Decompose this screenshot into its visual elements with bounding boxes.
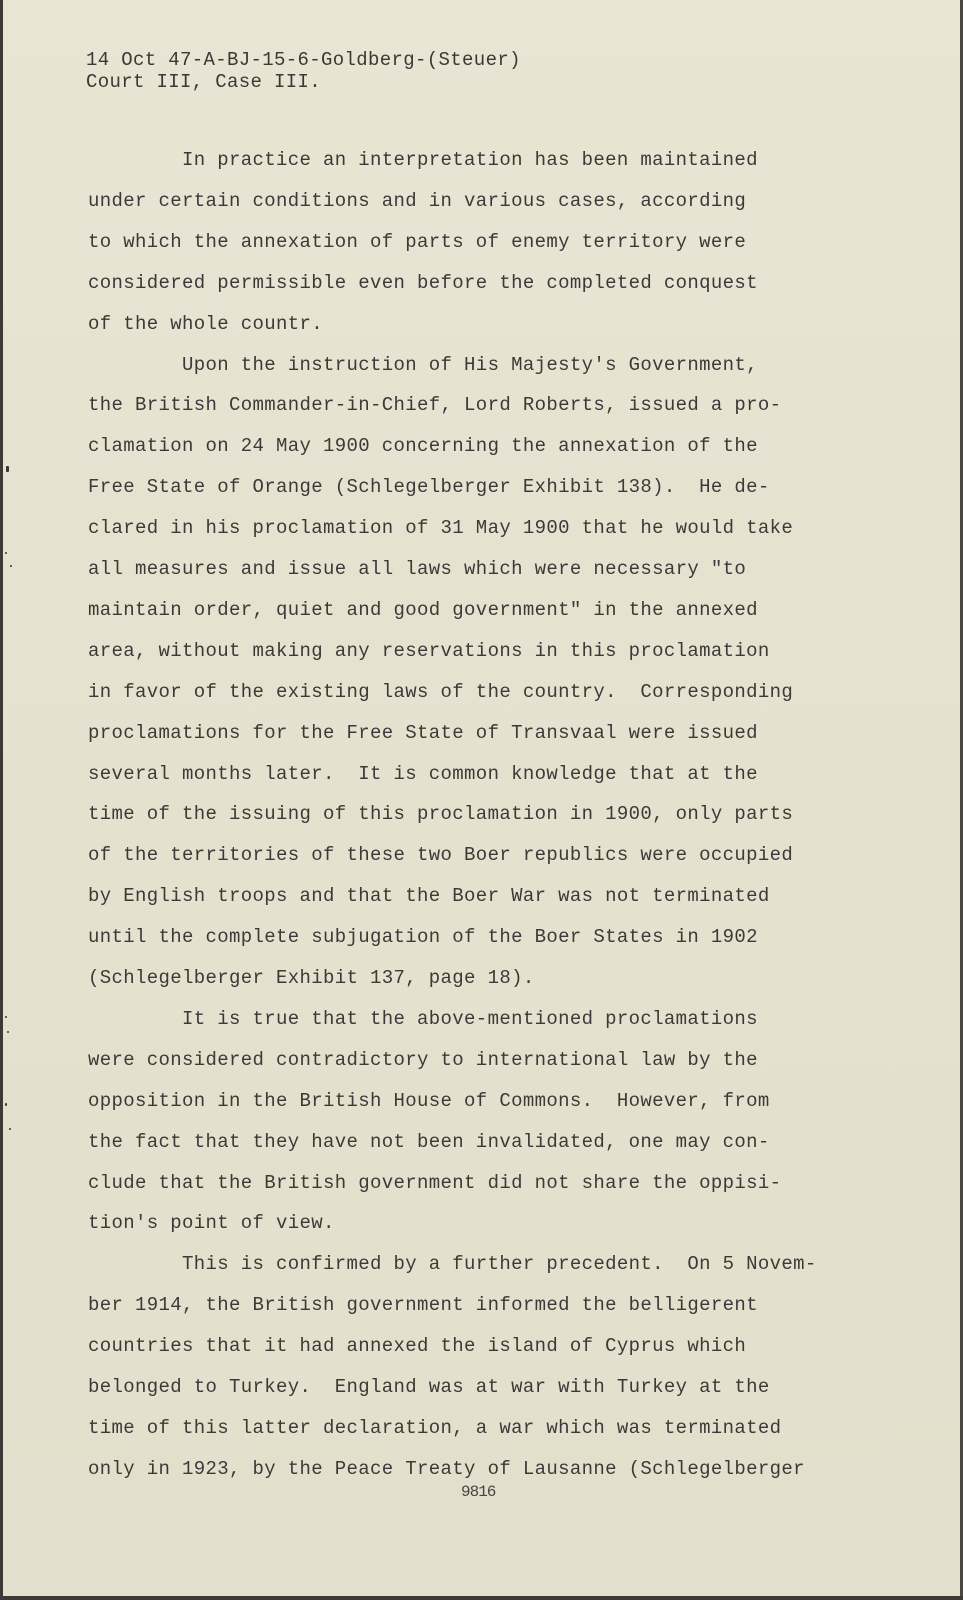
text-line: the British Commander-in-Chief, Lord Roberts, issued a pro- [88, 394, 782, 417]
text-line: opposition in the British House of Commons. However, from [88, 1089, 770, 1112]
text-line: all measures and issue all laws which were necessary "to [88, 558, 747, 580]
text-line: by English troops and that the Boer War was not terminated [88, 885, 770, 908]
text-line: area, without making any reservations in this proclamation [88, 639, 770, 662]
page-number: 9816 [461, 1483, 496, 1501]
text-line: This is confirmed by a further precedent. On 5 Novem- [88, 1253, 817, 1276]
text-line: maintain order, quiet and good government" in the annexed [88, 598, 758, 621]
text-line: ber 1914, the British government informed the belligerent [88, 1294, 758, 1317]
text-line: considered permissible even before the completed conquest [88, 271, 758, 294]
margin-mark [10, 565, 12, 567]
text-line: to which the annexation of parts of enemy territory were [88, 230, 747, 253]
text-line: Upon the instruction of His Majesty's Government, [88, 353, 758, 376]
text-line: tion's point of view. [88, 1212, 335, 1235]
text-line: countries that it had annexed the island of Cyprus which [88, 1335, 747, 1358]
text-line: of the whole countr. [88, 312, 324, 335]
margin-mark [7, 1031, 9, 1033]
text-line: Free State of Orange (Schlegelberger Exhibit 138). He de- [88, 476, 770, 499]
scan-edge-left [0, 0, 3, 1600]
text-line: (Schlegelberger Exhibit 137, page 18). [88, 967, 535, 989]
margin-mark [5, 1103, 7, 1106]
text-line: proclamations for the Free State of Transvaal were issued [88, 721, 758, 744]
text-line: In practice an interpretation has been maintained [88, 149, 758, 171]
scan-edge-bottom [0, 1596, 963, 1600]
text-line: time of this latter declaration, a war which was terminated [88, 1416, 782, 1439]
text-line: only in 1923, by the Peace Treaty of Lausanne (Schlegelberger [88, 1457, 805, 1480]
text-line: until the complete subjugation of the Boer States in 1902 [88, 926, 758, 949]
margin-mark [5, 1016, 7, 1018]
text-line: time of the issuing of this proclamation in 1900, only parts [88, 803, 794, 826]
text-line: clamation on 24 May 1900 concerning the annexation of the [88, 435, 758, 458]
text-line: It is true that the above-mentioned proclamations [88, 1007, 758, 1030]
text-line: under certain conditions and in various cases, according [88, 189, 747, 212]
text-line: clude that the British government did not share the oppisi- [88, 1171, 782, 1194]
text-line: in favor of the existing laws of the country. Corresponding [88, 680, 794, 703]
header-court-case: Court III, Case III. [86, 71, 322, 93]
text-line: the fact that they have not been invalidated, one may con- [88, 1130, 770, 1153]
text-line: clared in his proclamation of 31 May 1900 that he would take [88, 517, 794, 540]
text-line: were considered contradictory to international law by the [88, 1048, 758, 1071]
text-line: belonged to Turkey. England was at war with Turkey at the [88, 1376, 770, 1398]
margin-mark [6, 466, 9, 472]
header-reference: 14 Oct 47-A-BJ-15-6-Goldberg-(Steuer) [86, 49, 521, 71]
text-line: several months later. It is common knowledge that at the [88, 762, 758, 785]
text-line: of the territories of these two Boer republics were occupied [88, 844, 794, 867]
margin-mark [5, 552, 7, 554]
margin-mark [9, 1128, 11, 1130]
